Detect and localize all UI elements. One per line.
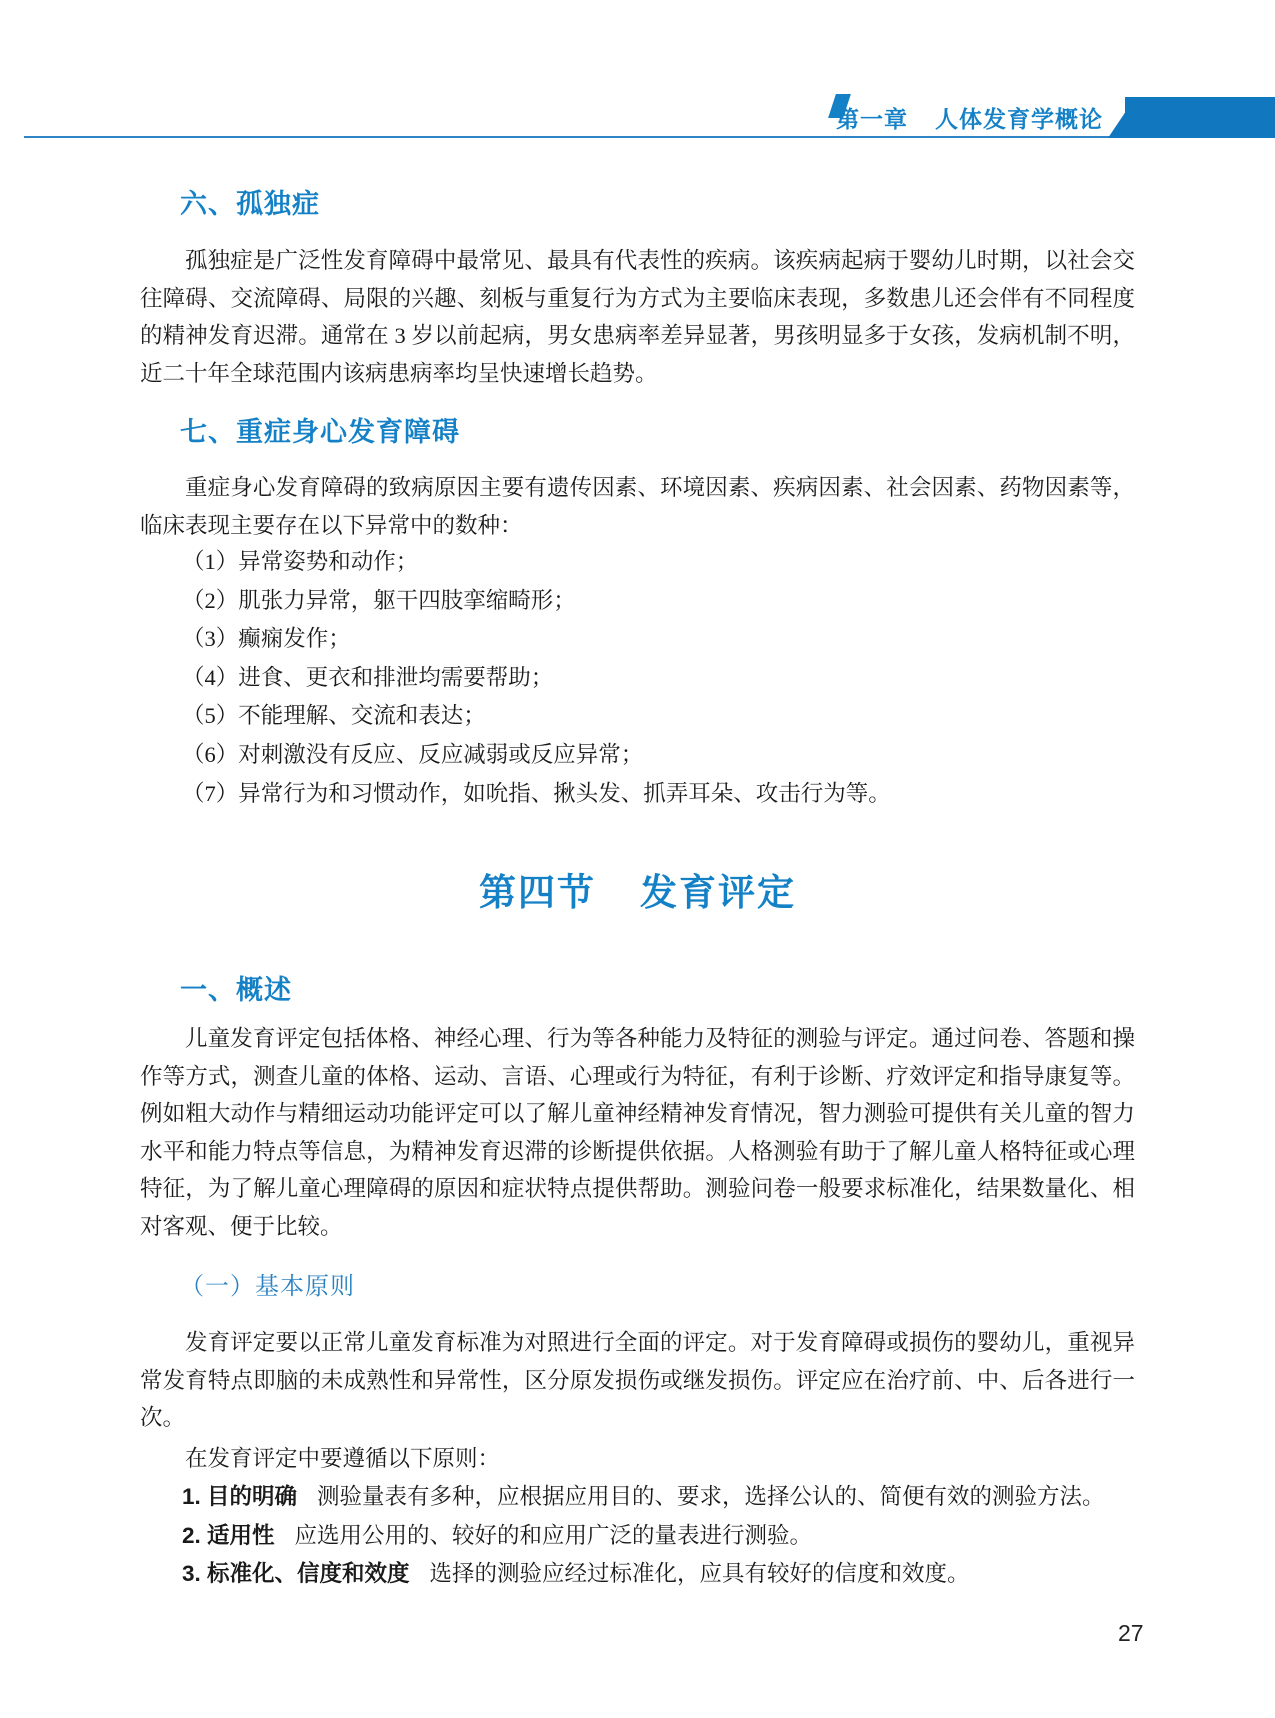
paragraph-severe-disorder: 重症身心发育障碍的致病原因主要有遗传因素、环境因素、疾病因素、社会因素、药物因素等，临床表现主要存在以下异常中的数种： (140, 475, 1135, 538)
page-number: 27 (1118, 1620, 1144, 1646)
principle-term: 3. 标准化、信度和效度 (182, 1560, 410, 1586)
principle-term: 1. 目的明确 (182, 1484, 298, 1510)
chapter-header (836, 106, 1103, 132)
principle-item (140, 1555, 1135, 1593)
list-item: （1）异常姿势和动作； (182, 549, 419, 574)
section-name: 发育评定 (640, 872, 796, 913)
heading-basic-principles: （一）基本原则 (180, 1273, 355, 1300)
heading-severe-disorder: 七、重症身心发育障碍 (180, 417, 460, 447)
list-item: （4）进食、更衣和排泄均需要帮助； (182, 664, 554, 690)
principles-list (140, 1440, 1135, 1593)
symptom-list (140, 543, 1135, 813)
principle-term: 2. 适用性 (182, 1522, 275, 1548)
chapter-title: 人体发育学概论 (935, 106, 1103, 132)
paragraph-autism: 孤独症是广泛性发育障碍中最常见、最具有代表性的疾病。该疾病起病于婴幼儿时期，以社会交往障碍、交流障碍、局限的兴趣、刻板与重复行为方式为主要临床表现，多数患儿还会伴有不同程度的精神发育迟滞。通常在 3 岁以前起病，男女患病率差异显著，男孩明显多于女孩，发病机制不明，近二十年全球范围内该病患病率均呈快速增长趋势。 (140, 248, 1135, 386)
principle-text: 选择的测验应经过标准化，应具有较好的信度和效度。 (429, 1560, 970, 1586)
chapter-label: 第一章 (836, 106, 908, 132)
heading-autism: 六、孤独症 (180, 189, 320, 219)
list-item: （7）异常行为和习惯动作，如吮指、揪头发、抓弄耳朵、攻击行为等。 (182, 780, 891, 806)
principle-text: 测验量表有多种，应根据应用目的、要求，选择公认的、简便有效的测验方法。 (317, 1484, 1105, 1510)
list-item: （6）对刺激没有反应、反应减弱或反应异常； (182, 741, 644, 767)
principles-lead: 在发育评定中要遵循以下原则： (185, 1446, 501, 1471)
list-item: （2）肌张力异常，躯干四肢挛缩畸形； (182, 587, 576, 613)
header-blue-block (1108, 97, 1275, 138)
paragraph-basic-principles: 发育评定要以正常儿童发育标准为对照进行全面的评定。对于发育障碍或损伤的婴幼儿，重视异常发育特点即脑的未成熟性和异常性，区分原发损伤或继发损伤。评定应在治疗前、中、后各进行一次。 (140, 1330, 1135, 1430)
list-item: （5）不能理解、交流和表达； (182, 703, 486, 729)
section-number: 第四节 (479, 872, 596, 913)
principle-text: 应选用公用的、较好的和应用广泛的量表进行测验。 (294, 1522, 813, 1548)
header-rule (24, 136, 1275, 138)
principle-item (140, 1517, 1135, 1555)
section-title (140, 872, 1135, 915)
principle-item (140, 1478, 1135, 1516)
list-item: （3）癫痫发作； (182, 626, 351, 652)
paragraph-overview: 儿童发育评定包括体格、神经心理、行为等各种能力及特征的测验与评定。通过问卷、答题和操作等方式，测查儿童的体格、运动、言语、心理或行为特征，有利于诊断、疗效评定和指导康复等。例如粗大动作与精细运动功能评定可以了解儿童神经精神发育情况，智力测验可提供有关儿童的智力水平和能力特点等信息，为精神发育迟滞的诊断提供依据。人格测验有助于了解儿童人格特征或心理特征，为了解儿童心理障碍的原因和症状特点提供帮助。测验问卷一般要求标准化，结果数量化、相对客观、便于比较。 (140, 1026, 1135, 1239)
heading-overview: 一、概述 (180, 975, 292, 1005)
